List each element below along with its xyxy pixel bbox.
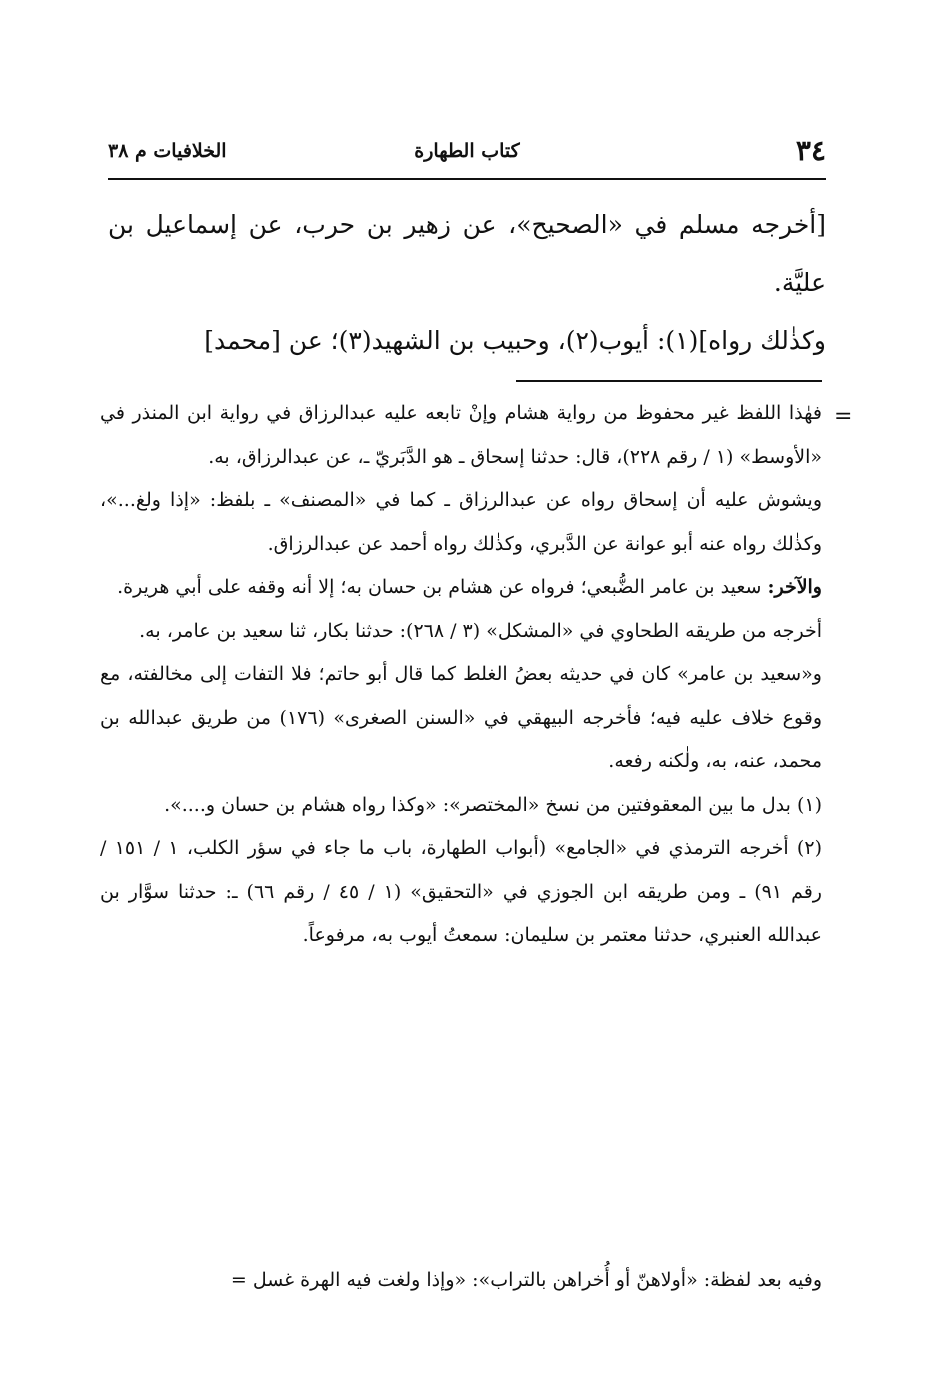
header-divider: [108, 178, 826, 180]
main-paragraph: [أخرجه مسلم في «الصحيح»، عن زهير بن حرب، عن إسماعيل بن عليَّة.: [108, 210, 826, 297]
note-lead: والآخر:: [767, 576, 822, 598]
note-paragraph: أخرجه من طريقه الطحاوي في «المشكل» (٣ / ٢٦٨): حدثنا بكار، ثنا سعيد بن عامر، به.: [139, 619, 822, 642]
footnote-2: (٢) أخرجه الترمذي في «الجامع» (أبواب الطهارة، باب ما جاء في سؤر الكلب، ١ / ١٥١ / رقم ٩١) ـ ومن طريقه ابن الجوزي في «التحقيق» (١ / ٤٥ / رقم ٦٦) ـ: حدثنا سوَّار بن عبدالله العنبري، حدثنا معتمر بن سليمان: سمعتُ أيوب به، مرفوعاً.: [100, 837, 822, 946]
footnote-1: (١) بدل ما بين المعقوفتين من نسخ «المختصر»: «وكذا رواه هشام بن حسان و....».: [164, 793, 822, 816]
footnotes: [100, 392, 822, 958]
main-paragraph: وكذٰلك رواه](١): أيوب(٢)، وحبيب بن الشهيد(٣)؛ عن [محمد]: [204, 326, 826, 355]
note-paragraph: فهٰذا اللفظ غير محفوظ من رواية هشام وإنْ تابعه عليه عبدالرزاق في رواية ابن المنذر في «الأوسط» (١ / رقم ٢٢٨)، قال: حدثنا إسحاق ـ هو الدَّبَريّ ـ، عن عبدالرزاق، به.: [100, 402, 822, 468]
continuation-mark: =: [834, 404, 853, 429]
note-paragraph: [100, 566, 822, 610]
note-paragraph: و«سعيد بن عامر» كان في حديثه بعضُ الغلط كما قال أبو حاتم؛ فلا التفات إلى مخالفته، مع وقوع خلاف عليه فيه؛ فأخرجه البيهقي في «السنن الصغرى» (١٧٦) من طريق عبدالله بن محمد، عنه، به، ولٰكنه رفعه.: [100, 663, 823, 772]
footnote-last-line: وفيه بعد لفظة: «أولاهنّ أو أُخراهن بالتراب»: «وإذا ولغت فيه الهرة غسل =: [230, 1269, 822, 1291]
main-text: [108, 196, 826, 370]
footnote-divider: [516, 380, 822, 382]
page-header: [108, 134, 826, 170]
section-mark: الخلافيات م ٣٨: [108, 140, 227, 162]
note-paragraph: ويشوش عليه أن إسحاق رواه عن عبدالرزاق ـ كما في «المصنف» ـ بلفظ: «إذا ولغ...»، وكذٰلك رواه عنه أبو عوانة عن الدَّبري، وكذٰلك رواه أحمد عن عبدالرزاق.: [100, 489, 822, 555]
chapter-title: كتاب الطهارة: [414, 140, 520, 162]
note-text: سعيد بن عامر الضُّبعي؛ فرواه عن هشام بن حسان به؛ إلا أنه وقفه على أبي هريرة.: [117, 576, 768, 598]
page-number: ٣٤: [795, 134, 826, 167]
